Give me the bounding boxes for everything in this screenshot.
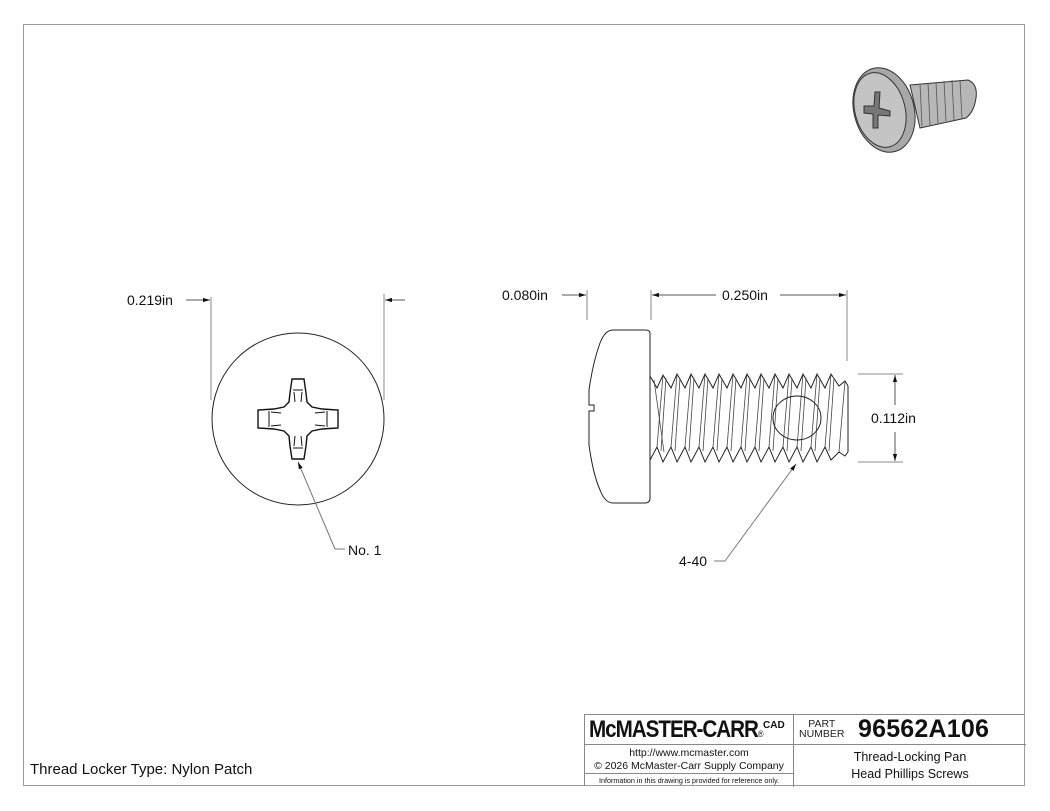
website-url: http://www.mcmaster.com (629, 747, 749, 759)
thread-size-callout: 4-40 (679, 553, 708, 569)
mcmaster-logo: McMASTER-CARR® (589, 715, 764, 743)
copyright: © 2026 McMaster-Carr Supply Company (594, 760, 784, 772)
diameter-dimension: 0.219in (127, 292, 173, 308)
cad-logo-icon: CAD (763, 720, 785, 731)
drive-size-callout: No. 1 (348, 542, 382, 558)
head-height-dimension: 0.080in (502, 287, 548, 303)
front-view (186, 294, 405, 549)
thread-locker-note: Thread Locker Type: Nylon Patch (30, 761, 253, 778)
logo-cell (585, 715, 794, 745)
part-number-cell (794, 715, 1026, 745)
part-number: 96562A106 (858, 715, 990, 743)
company-info-cell (585, 745, 794, 774)
isometric-screw-icon (844, 61, 976, 160)
side-view (562, 290, 903, 561)
title-block (584, 714, 1025, 786)
part-number-label: PART NUMBER (799, 718, 845, 740)
part-description: Thread-Locking Pan Head Phillips Screws (851, 750, 969, 781)
length-dimension: 0.250in (722, 287, 768, 303)
phillips-recess-icon (258, 379, 338, 459)
thread-diameter-dimension: 0.112in (871, 410, 916, 426)
disclaimer: Information in this drawing is provided for reference only. (585, 774, 794, 787)
